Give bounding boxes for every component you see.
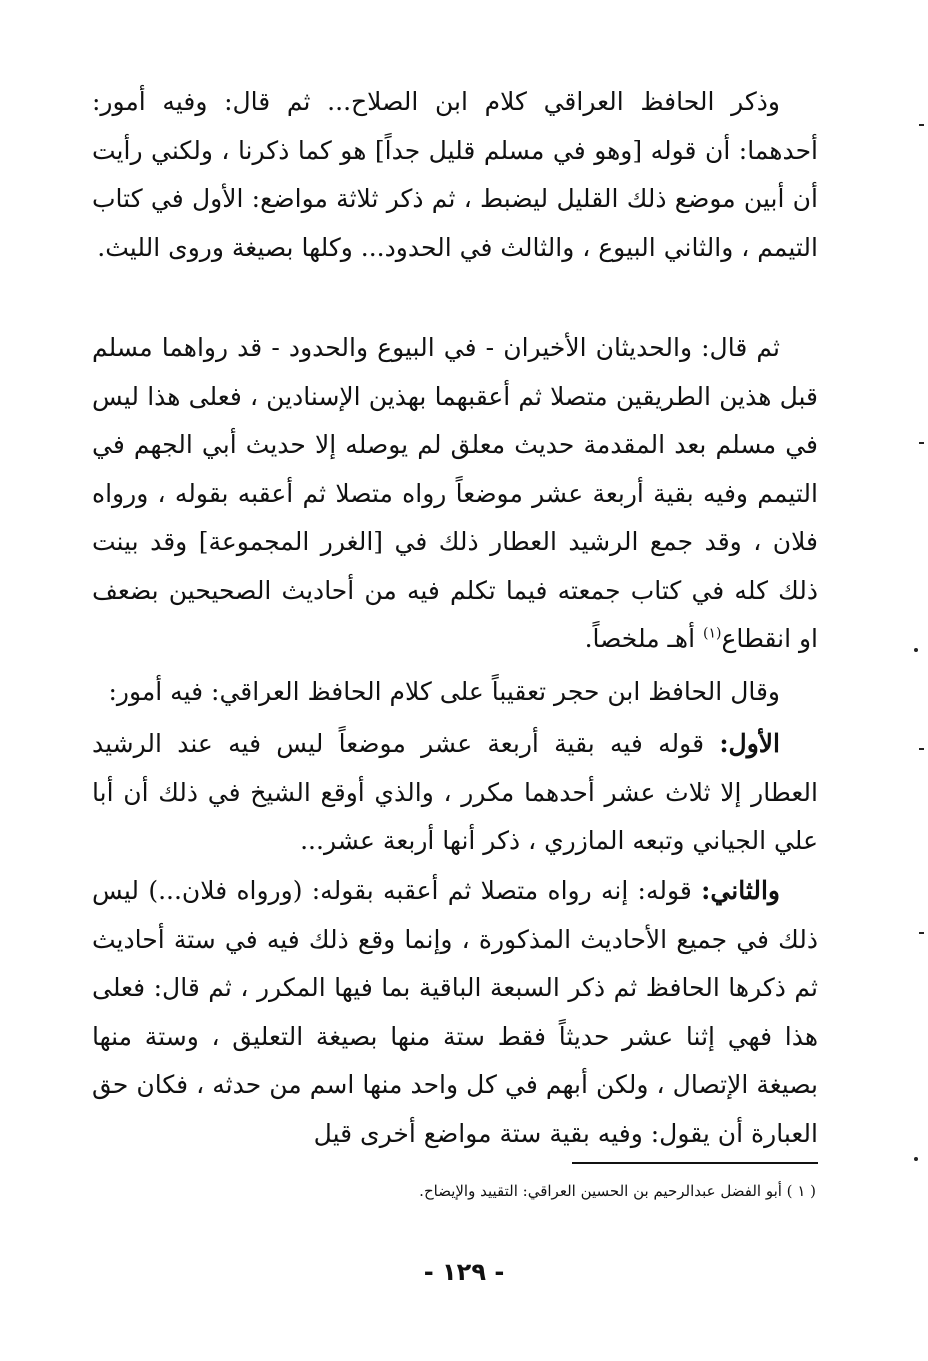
paragraph-1-text: وذكر الحافظ العراقي كلام ابن الصلاح... ثم قال: وفيه أمور: أحدهما: أن قوله [وهو في مسلم قليل جداً] هو كما ذكرنا ، ولكني رأيت أن أبين موضع ذلك القليل ليضبط ، ثم ذكر ثلاثة مواضع: الأول في كتاب التيمم ، والثاني البيوع ، والثالث في الحدود... وكلها بصيغة وروى الليث. bbox=[92, 87, 818, 262]
paragraph-5 bbox=[92, 867, 818, 1158]
margin-tick-mark bbox=[919, 442, 924, 444]
paragraph-4 bbox=[92, 720, 818, 866]
point-second-label: والثاني: bbox=[701, 876, 780, 905]
paragraph-2-text: ثم قال: والحديثان الأخيران - في البيوع والحدود - قد رواهما مسلم قبل هذين الطريقين متصلا ثم أعقبهما بهذين الإسنادين ، فعلى هذا ليس في مسلم بعد المقدمة حديث معلق لم يوصله إلا حديث أبي الجهم في التيمم وفيه بقية أربعة عشر موضعاً رواه متصلا ثم أعقبه بقوله ، ورواه فلان ، وقد جمع الرشيد العطار ذلك في [الغرر المجموعة] وقد بينت ذلك كله في كتاب جمعته فيما تكلم فيه من أحاديث الصحيحين بضعف او انقطاع bbox=[92, 333, 818, 653]
footnote: ( ١ ) أبو الفضل عبدالرحيم بن الحسين العراقي: التقييد والإيضاح. bbox=[419, 1182, 816, 1200]
margin-tick-mark bbox=[919, 124, 924, 126]
paragraph-4-text: قوله فيه بقية أربعة عشر موضعاً ليس فيه عند الرشيد العطار إلا ثلاث عشر أحدهما مكرر ، والذي أوقع الشيخ في ذلك أن أبا علي الجياني وتبعه المازري ، ذكر أنها أربعة عشر... bbox=[92, 729, 818, 855]
paragraph-2-ending: أهـ ملخصاً. bbox=[584, 624, 703, 653]
paragraph-2 bbox=[92, 324, 818, 664]
footnote-reference: (١) bbox=[702, 625, 722, 642]
margin-dot-mark bbox=[914, 648, 918, 652]
paragraph-3-text: وقال الحافظ ابن حجر تعقيباً على كلام الحافظ العراقي: فيه أمور: bbox=[108, 677, 780, 706]
margin-tick-mark bbox=[919, 932, 924, 934]
paragraph-1 bbox=[92, 78, 818, 272]
page-number: - ١٢٩ - bbox=[423, 1258, 505, 1286]
margin-tick-mark bbox=[919, 748, 924, 750]
page-body bbox=[92, 78, 818, 1238]
margin-dot-mark bbox=[914, 1157, 918, 1161]
paragraph-5-text: قوله: إنه رواه متصلا ثم أعقبه بقوله: (ورواه فلان...) ليس ذلك في جميع الأحاديث المذكورة ، وإنما وقع ذلك فيه في ستة أحاديث ثم ذكرها الحافظ ثم ذكر السبعة الباقية بما فيها المكرر ، ثم قال: فعلى هذا فهي إثنا عشر حديثاً فقط ستة منها بصيغة التعليق ، وستة منها بصيغة الإتصال ، ولكن أبهم في كل واحد منها اسم من حدثه ، فكان حق العبارة أن يقول: وفيه بقية ستة مواضع أخرى قيل bbox=[92, 876, 818, 1148]
paragraph-3 bbox=[92, 668, 818, 717]
point-first-label: الأول: bbox=[719, 729, 780, 758]
footnote-separator bbox=[572, 1162, 818, 1164]
